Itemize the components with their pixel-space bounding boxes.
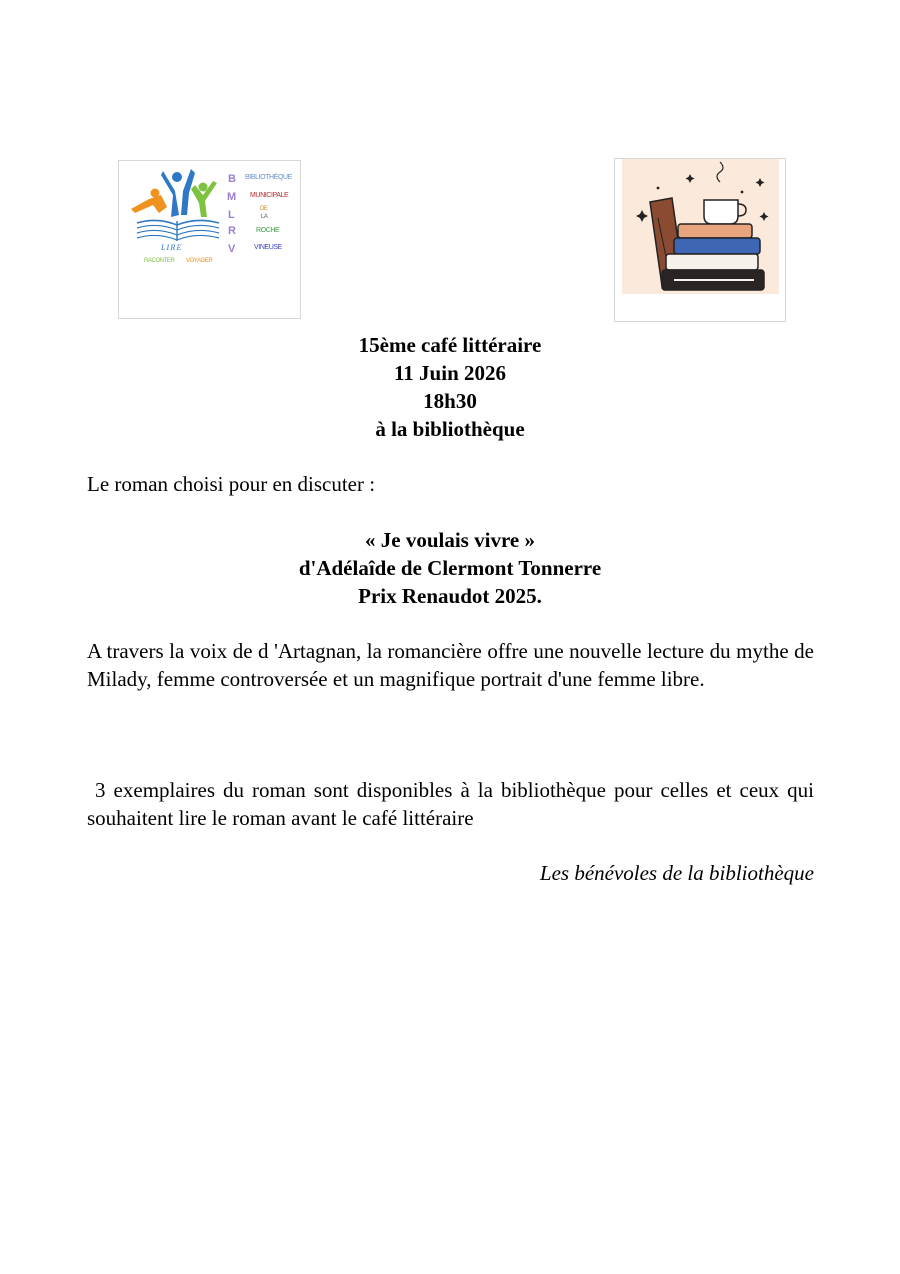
logo-lire: L I R E (161, 243, 181, 252)
event-time: 18h30 (423, 389, 477, 413)
logo-word-roche: ROCHE (256, 227, 280, 234)
library-logo (118, 160, 301, 319)
book-prize: Prix Renaudot 2025. (358, 584, 542, 608)
logo-acronym-r: R (228, 225, 236, 237)
logo-acronym-b: B (228, 173, 236, 185)
logo-acronym-m: M (227, 191, 237, 203)
logo-word-municipale: MUNICIPALE (250, 192, 289, 199)
event-place: à la bibliothèque (375, 417, 525, 441)
book-stack-icon (614, 158, 786, 322)
event-title: 15ème café littéraire (358, 333, 542, 357)
book-description: A travers la voix de d 'Artagnan, la romancière offre une nouvelle lecture du mythe de Milady, femme controversée et un magnifique portrait d'une femme libre. (87, 639, 814, 691)
book-author: d'Adélaîde de Clermont Tonnerre (298, 556, 602, 580)
logo-word-bibliotheque: BIBLIOTHÈQUE (245, 174, 292, 181)
availability-text: 3 exemplaires du roman sont disponibles à la bibliothèque pour celles et ceux qui souhaitent lire le roman avant le café littéraire (87, 778, 820, 830)
signature: Les bénévoles de la bibliothèque (539, 861, 814, 885)
books-coffee-illustration (614, 158, 786, 322)
logo-raconter: RACONTER (144, 258, 175, 264)
logo-acronym-l: L (228, 209, 235, 221)
logo-word-la: LA (261, 214, 268, 220)
intro-text: Le roman choisi pour en discuter : (87, 472, 376, 496)
logo-word-de: DE (260, 206, 268, 212)
logo-acronym-v: V (228, 243, 236, 255)
event-date: 11 Juin 2026 (393, 361, 507, 385)
logo-word-vineuse: VINEUSE (254, 244, 282, 251)
logo-voyager: VOYAGER (186, 258, 213, 264)
book-title: « Je voulais vivre » (365, 528, 535, 552)
